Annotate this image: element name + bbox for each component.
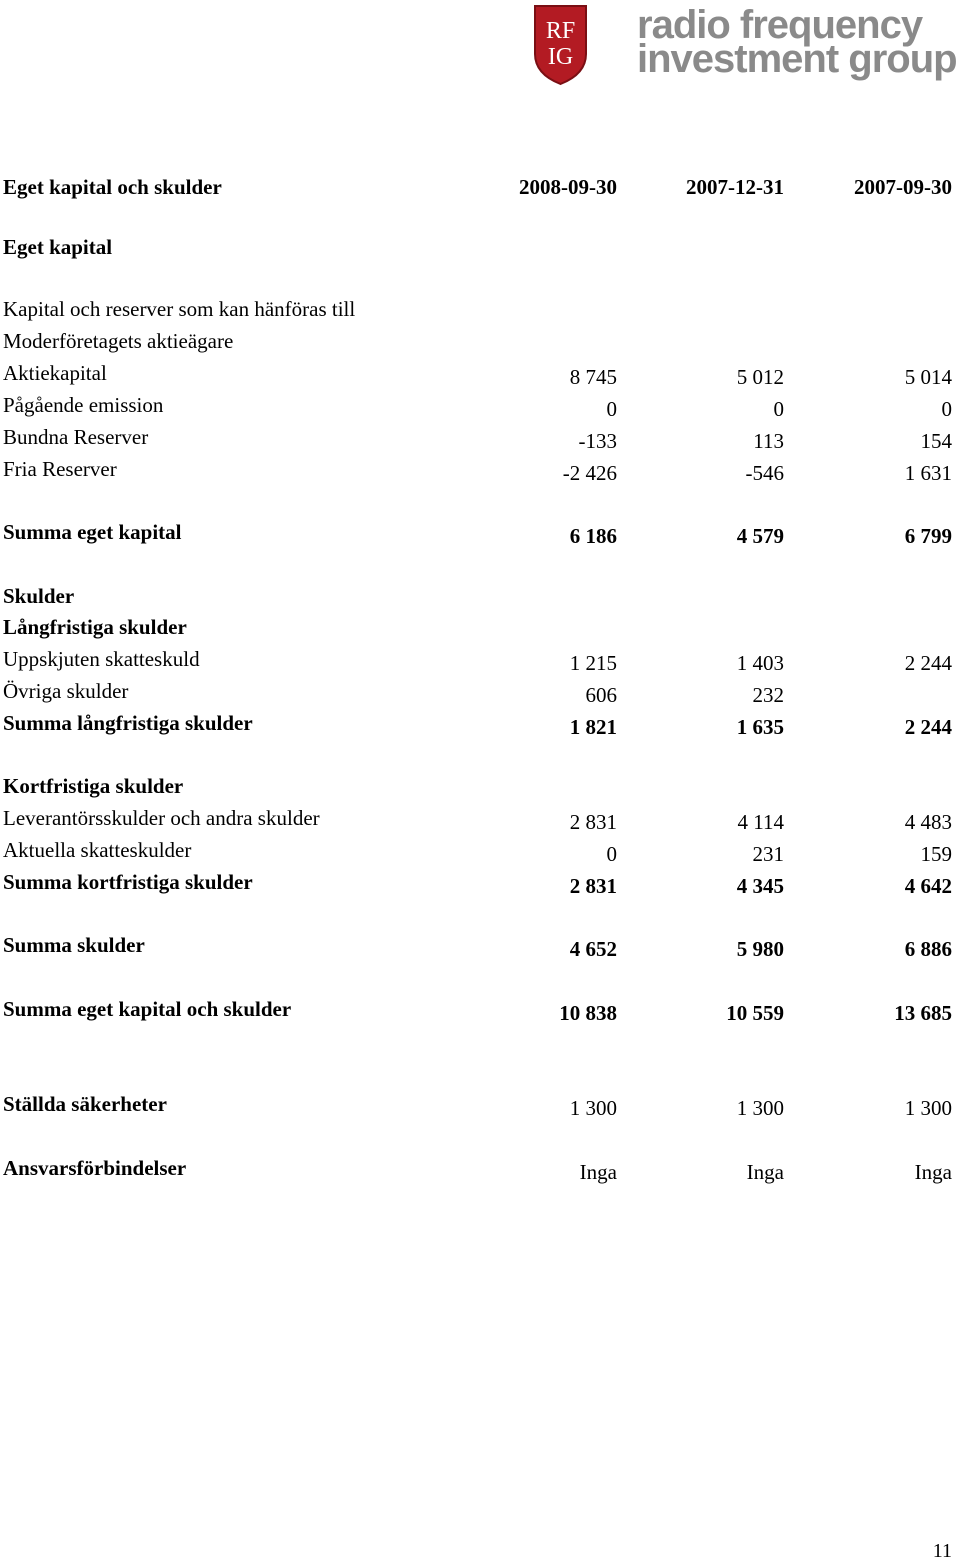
cell-2008-09-30: 8 745 [569,365,617,389]
table-row-aktuella-skatteskulder [0,838,960,868]
row-label: Övriga skulder [3,679,129,703]
logo-wordmark [637,3,957,81]
row-label: Summa eget kapital [3,520,182,544]
cell-2007-12-31: 4 579 [736,524,784,548]
cell-2007-09-30: 13 685 [894,1001,952,1025]
row-label: Aktuella skatteskulder [3,838,192,862]
cell-2008-09-30: 10 838 [559,1001,617,1025]
cell-2008-09-30: 0 [606,397,617,421]
cell-2007-09-30: 6 886 [904,937,952,961]
cell-2007-09-30: 159 [920,842,952,866]
row-label: Ställda säkerheter [3,1092,167,1116]
row-label: Bundna Reserver [3,425,149,449]
logo-mark-line2: IG [547,44,574,70]
cell-2007-12-31: 1 635 [736,715,784,739]
logo-mark-line1: RF [545,18,576,44]
cell-2007-09-30: 4 642 [904,874,952,898]
cell-2008-09-30: -2 426 [562,461,617,485]
cell-2007-12-31: 4 114 [737,810,784,834]
cell-2007-12-31: 113 [753,429,784,453]
rfig-shield-icon [533,4,588,86]
table-row-uppskjuten-skatteskuld [0,647,960,677]
row-label: Summa skulder [3,933,145,957]
cell-2007-12-31: 1 300 [736,1096,784,1120]
cell-2007-09-30: 1 631 [904,461,952,485]
cell-2007-12-31: 0 [773,397,784,421]
attribution-line-1: Kapital och reserver som kan hänföras till [3,297,356,321]
cell-2008-09-30: 1 300 [569,1096,617,1120]
cell-2007-09-30: 6 799 [904,524,952,548]
cell-2007-09-30: Inga [914,1160,952,1184]
logo-line1: radio frequency [637,3,923,47]
section-heading-label: Kortfristiga skulder [3,774,184,798]
row-label: Summa kortfristiga skulder [3,870,253,894]
section-heading-langfristiga [0,615,960,645]
table-row-stallda-sakerheter [0,1092,960,1122]
row-label: Aktiekapital [3,361,107,385]
cell-2007-09-30: 5 014 [904,365,952,389]
row-label: Uppskjuten skatteskuld [3,647,200,671]
row-label: Leverantörsskulder och andra skulder [3,806,320,830]
cell-2008-09-30: 2 831 [569,874,617,898]
table-header [0,175,960,205]
table-row-ovriga-skulder [0,679,960,709]
cell-2007-12-31: 231 [752,842,784,866]
cell-2007-09-30: 154 [920,429,952,453]
row-label: Summa eget kapital och skulder [3,997,292,1021]
table-row-summa-langfristiga [0,711,960,741]
cell-2007-12-31: 1 403 [736,651,784,675]
cell-2007-12-31: -546 [745,461,784,485]
row-label: Pågående emission [3,393,164,417]
cell-2007-12-31: 10 559 [726,1001,784,1025]
attribution-line-2: Moderföretagets aktieägare [3,329,234,353]
table-row-bundna-reserver [0,425,960,455]
table-title: Eget kapital och skulder [3,175,222,199]
table-row-summa-eget-kapital [0,520,960,550]
text-line [0,297,960,327]
cell-2007-09-30: 2 244 [904,715,952,739]
table-row-fria-reserver [0,457,960,487]
cell-2007-12-31: 4 345 [736,874,784,898]
table-row-pagaende-emission [0,393,960,423]
table-row-aktiekapital [0,361,960,391]
section-heading-label: Eget kapital [3,235,113,259]
section-heading-kortfristiga [0,774,960,804]
cell-2008-09-30: -133 [578,429,617,453]
cell-2008-09-30: 0 [606,842,617,866]
cell-2008-09-30: 1 821 [569,715,617,739]
cell-2007-12-31: 232 [752,683,784,707]
page-number: 11 [932,1540,952,1562]
section-heading-label: Långfristiga skulder [3,615,187,639]
table-row-summa-eget-kapital-och-skulder [0,997,960,1027]
section-heading-eget-kapital [0,235,960,265]
table-row-summa-skulder [0,933,960,963]
cell-2007-09-30: 0 [941,397,952,421]
column-header-2008-09-30: 2008-09-30 [519,175,617,199]
cell-2008-09-30: 606 [585,683,617,707]
cell-2007-12-31: 5 980 [736,937,784,961]
cell-2007-12-31: 5 012 [736,365,784,389]
company-logo [533,4,959,88]
logo-line2: investment group [637,37,957,81]
column-header-2007-09-30: 2007-09-30 [854,175,952,199]
section-heading-label: Skulder [3,584,75,608]
row-label: Summa långfristiga skulder [3,711,253,735]
cell-2007-09-30: 4 483 [904,810,952,834]
table-row-summa-kortfristiga [0,870,960,900]
table-row-ansvarsforbindelser [0,1156,960,1186]
column-header-2007-12-31: 2007-12-31 [686,175,784,199]
cell-2008-09-30: 4 652 [569,937,617,961]
cell-2008-09-30: Inga [579,1160,617,1184]
row-label: Fria Reserver [3,457,117,481]
text-line [0,329,960,359]
cell-2008-09-30: 1 215 [569,651,617,675]
section-heading-skulder [0,584,960,614]
cell-2007-09-30: 2 244 [904,651,952,675]
cell-2008-09-30: 2 831 [569,810,617,834]
row-label: Ansvarsförbindelser [3,1156,187,1180]
table-row-leverantorsskulder [0,806,960,836]
cell-2008-09-30: 6 186 [569,524,617,548]
cell-2007-12-31: Inga [746,1160,784,1184]
cell-2007-09-30: 1 300 [904,1096,952,1120]
